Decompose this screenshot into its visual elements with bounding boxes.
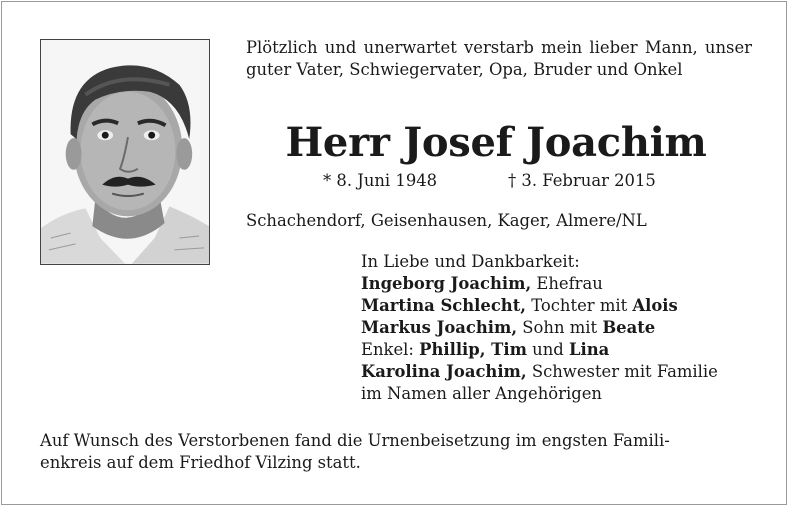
mourner-line [361, 339, 761, 361]
mourner-relation: Schwester mit Familie [526, 362, 718, 381]
mourner-name: Markus Joachim, [361, 318, 518, 337]
mourner-partner: Beate [602, 318, 656, 337]
mourner-name: Tim [485, 340, 527, 359]
mourner-line [361, 361, 761, 383]
mourner-name: Karolina Joachim, [361, 362, 527, 381]
intro-text: Plötzlich und unerwartet verstarb mein lieber Mann, unser guter Vater, Schwiegervater, Opa, Bruder und Onkel [246, 38, 752, 79]
mourner-relation: Ehefrau [531, 274, 603, 293]
closing-line: enkreis auf dem Friedhof Vilzing statt. [40, 453, 361, 472]
mourner-partner: Alois [632, 296, 678, 315]
mourner-line [361, 317, 761, 339]
portrait-photo [40, 39, 210, 265]
places-list: Schachendorf, Geisenhausen, Kager, Almere/NL [246, 211, 647, 230]
mourners-heading: In Liebe und Dankbarkeit: [361, 252, 580, 271]
grandchildren-label: Enkel: [361, 340, 420, 359]
mourner-relation: Sohn mit [517, 318, 603, 337]
mourner-name: Martina Schlecht, [361, 296, 527, 315]
birth-date: * 8. Juni 1948 [323, 171, 438, 190]
mourners-block [361, 251, 761, 405]
mourner-name: Lina [568, 340, 610, 359]
closing-text [40, 430, 752, 474]
mourner-name: Ingeborg Joachim, [361, 274, 532, 293]
mourner-line [361, 273, 761, 295]
deceased-name: Herr Josef Joachim [285, 119, 707, 166]
mourner-relation: Tochter mit [526, 296, 633, 315]
mourner-line [361, 295, 761, 317]
mourner-name: Phillip, [419, 340, 486, 359]
mourners-closing: im Namen aller Angehörigen [361, 384, 602, 403]
mourner-join: und [526, 340, 569, 359]
closing-line: Auf Wunsch des Verstorbenen fand die Urnenbeisetzung im engsten Famili- [40, 431, 670, 450]
death-date: † 3. Februar 2015 [508, 171, 656, 190]
